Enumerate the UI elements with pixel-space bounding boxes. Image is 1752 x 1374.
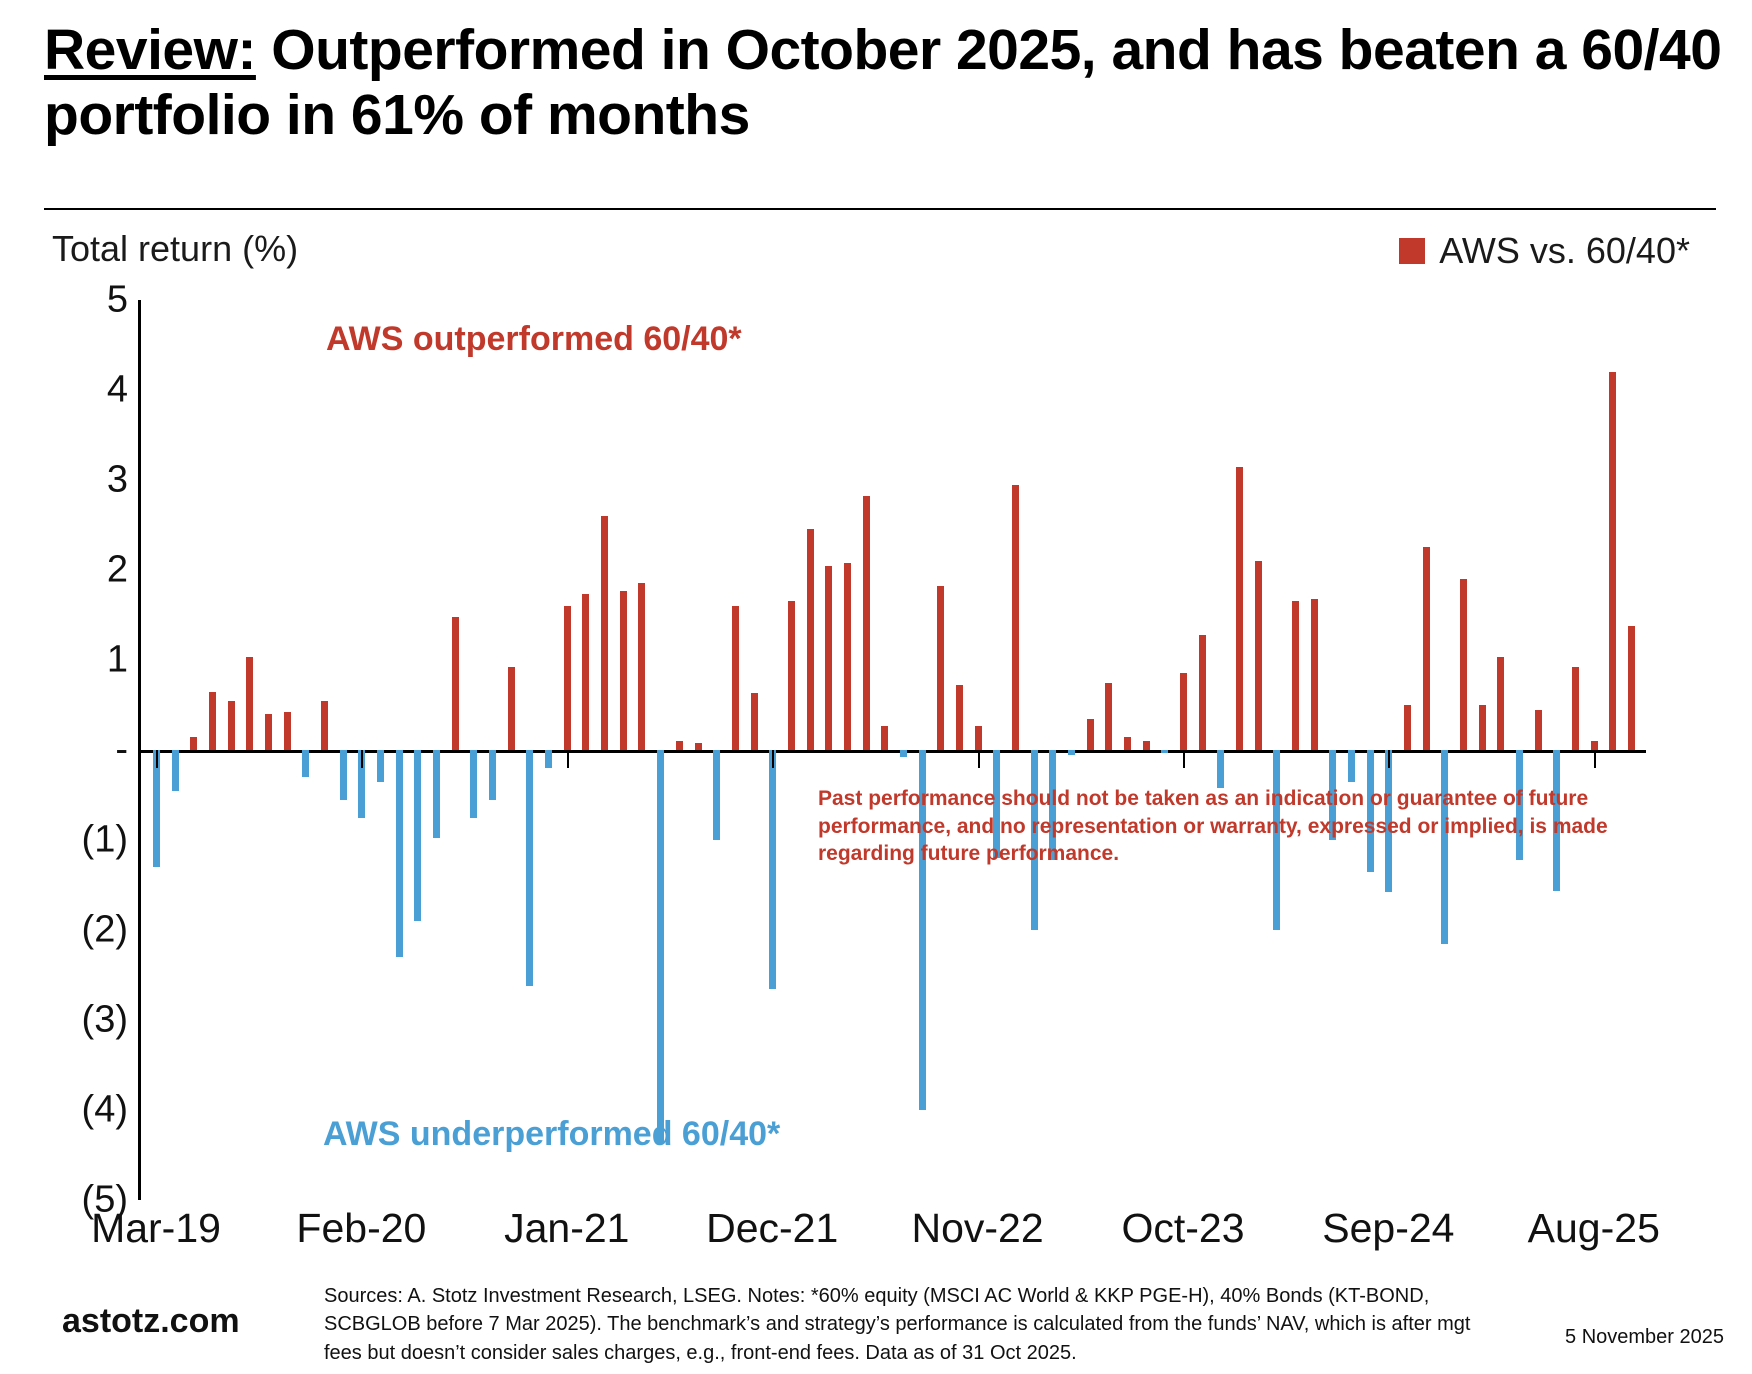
- chart-bar: [863, 496, 870, 750]
- chart-bar: [788, 601, 795, 750]
- chart-bar: [732, 606, 739, 750]
- chart-bar: [1217, 750, 1224, 788]
- title-lead: Review:: [44, 18, 256, 82]
- annotation-outperformed: AWS outperformed 60/40*: [326, 320, 742, 358]
- chart-bar: [1012, 485, 1019, 750]
- chart-bar: [452, 617, 459, 750]
- chart-bar: [1105, 683, 1112, 751]
- chart-bar: [209, 692, 216, 751]
- chart-bar: [1497, 657, 1504, 750]
- page-title: [44, 18, 1724, 148]
- footer: [0, 1282, 1752, 1374]
- bars-container: [141, 300, 1646, 1200]
- chart-bar: [1348, 750, 1355, 782]
- chart-bar: [1628, 626, 1635, 750]
- y-axis-tick-label: (2): [81, 908, 128, 951]
- y-axis-tick-label: 4: [106, 368, 128, 411]
- chart-bar: [769, 750, 776, 989]
- chart-bar: [1404, 705, 1411, 750]
- chart-bar: [937, 586, 944, 750]
- x-axis-tick-label: Mar-19: [91, 1205, 221, 1251]
- sources-note: Sources: A. Stotz Investment Research, LSEG. Notes: *60% equity (MSCI AC World & KKP PGE-H), 40% Bonds (KT-BOND, SCBGLOB before 7 Mar 2025). The benchmark’s and strategy’s performance is calculated from the funds’ NAV, which is after mgt fees but doesn’t consider sales charges, e.g., front-end fees. Data as of 31 Oct 2025.: [324, 1285, 1471, 1364]
- y-axis-tick-label: (1): [81, 818, 128, 861]
- y-axis-tick-label: 1: [106, 638, 128, 681]
- x-axis-tick-label: Sep-24: [1322, 1205, 1455, 1251]
- chart-bar: [190, 737, 197, 751]
- chart-bar: [265, 714, 272, 750]
- chart-bar: [564, 606, 571, 750]
- chart-bar: [1143, 741, 1150, 750]
- y-axis-tick-label: 5: [106, 278, 128, 321]
- chart-bar: [1255, 561, 1262, 750]
- chart-bar: [172, 750, 179, 791]
- y-axis-tick-label: 2: [106, 548, 128, 591]
- chart-bar: [881, 726, 888, 750]
- chart-bar: [601, 516, 608, 750]
- y-axis-labels: [44, 278, 134, 1221]
- chart-bar: [433, 750, 440, 838]
- chart-bar: [900, 750, 907, 757]
- x-axis-tick-label: Oct-23: [1121, 1205, 1245, 1251]
- chart-bar: [1609, 372, 1616, 750]
- chart-plot-area: [0, 278, 1752, 1221]
- chart-bar: [284, 712, 291, 750]
- x-axis-tick-label: Jan-21: [504, 1205, 630, 1251]
- chart-bar: [489, 750, 496, 800]
- title-divider: [44, 208, 1716, 210]
- chart-bar: [582, 594, 589, 750]
- chart-bar: [1572, 667, 1579, 750]
- x-axis-tick: [1183, 750, 1185, 768]
- chart-bar: [975, 726, 982, 750]
- x-axis-tick-label: Nov-22: [911, 1205, 1044, 1251]
- x-axis-tick: [567, 750, 569, 768]
- chart-bar: [1068, 750, 1075, 755]
- chart-bar: [1535, 710, 1542, 751]
- chart-bar: [620, 591, 627, 750]
- chart-bar: [508, 667, 515, 750]
- chart-bar: [1292, 601, 1299, 750]
- chart-bar: [956, 685, 963, 750]
- chart-bar: [676, 741, 683, 750]
- x-axis-tick: [978, 750, 980, 768]
- y-axis-tick-label: 3: [106, 458, 128, 501]
- legend-label: AWS vs. 60/40*: [1439, 230, 1690, 271]
- disclaimer-text: Past performance should not be taken as an indication or guarantee of future performance, and no representation or warranty, expressed or implied, is made regarding future performance.: [818, 787, 1608, 866]
- chart-bar: [414, 750, 421, 921]
- chart-bar: [321, 701, 328, 751]
- chart-bar: [1199, 635, 1206, 750]
- annotation-underperformed: AWS underperformed 60/40*: [323, 1115, 781, 1153]
- y-axis-tick-label: -: [115, 728, 128, 771]
- chart-bar: [825, 566, 832, 750]
- chart-bar: [1423, 547, 1430, 750]
- chart-bar: [1124, 737, 1131, 751]
- chart-bar: [844, 563, 851, 750]
- y-axis-tick-label: (4): [81, 1088, 128, 1131]
- chart-bar: [340, 750, 347, 800]
- chart-bar: [638, 583, 645, 750]
- chart-bar: [695, 743, 702, 750]
- chart-bar: [713, 750, 720, 840]
- x-axis-tick-label: Aug-25: [1527, 1205, 1660, 1251]
- chart-bar: [1311, 599, 1318, 750]
- chart-bar: [1591, 741, 1598, 750]
- chart-bar: [228, 701, 235, 751]
- chart-bar: [246, 657, 253, 750]
- chart-bar: [1087, 719, 1094, 751]
- chart-bar: [1161, 750, 1168, 753]
- chart-legend: [1399, 230, 1690, 272]
- x-axis-tick: [1388, 750, 1390, 768]
- x-axis-tick: [1594, 750, 1596, 768]
- date-label: 5 November 2025: [1565, 1326, 1724, 1348]
- chart-bar: [1460, 579, 1467, 750]
- chart-bar: [526, 750, 533, 986]
- title-rest: Outperformed in October 2025, and has beaten a 60/40 portfolio in 61% of months: [44, 18, 1722, 147]
- y-axis-title: Total return (%): [52, 228, 299, 269]
- legend-swatch-icon: [1399, 238, 1425, 264]
- chart-bar: [1479, 705, 1486, 750]
- brand-label: astotz.com: [62, 1302, 240, 1340]
- x-axis-labels: [0, 1205, 1752, 1265]
- x-axis-tick: [361, 750, 363, 768]
- chart-bar: [545, 750, 552, 768]
- x-axis-tick: [156, 750, 158, 768]
- chart-bar: [302, 750, 309, 777]
- chart-bar: [396, 750, 403, 957]
- chart-bar: [1236, 467, 1243, 750]
- chart-bar: [470, 750, 477, 818]
- x-axis-tick-label: Feb-20: [296, 1205, 427, 1251]
- y-axis-tick-label: (3): [81, 998, 128, 1041]
- chart-bar: [1180, 673, 1187, 750]
- x-axis-tick: [772, 750, 774, 768]
- x-axis-tick-label: Dec-21: [706, 1205, 839, 1251]
- chart-bar: [377, 750, 384, 782]
- chart-bar: [807, 529, 814, 750]
- chart-bar: [751, 693, 758, 750]
- chart-bar: [657, 750, 664, 1142]
- y-axis-tick-label: (5): [81, 1178, 128, 1221]
